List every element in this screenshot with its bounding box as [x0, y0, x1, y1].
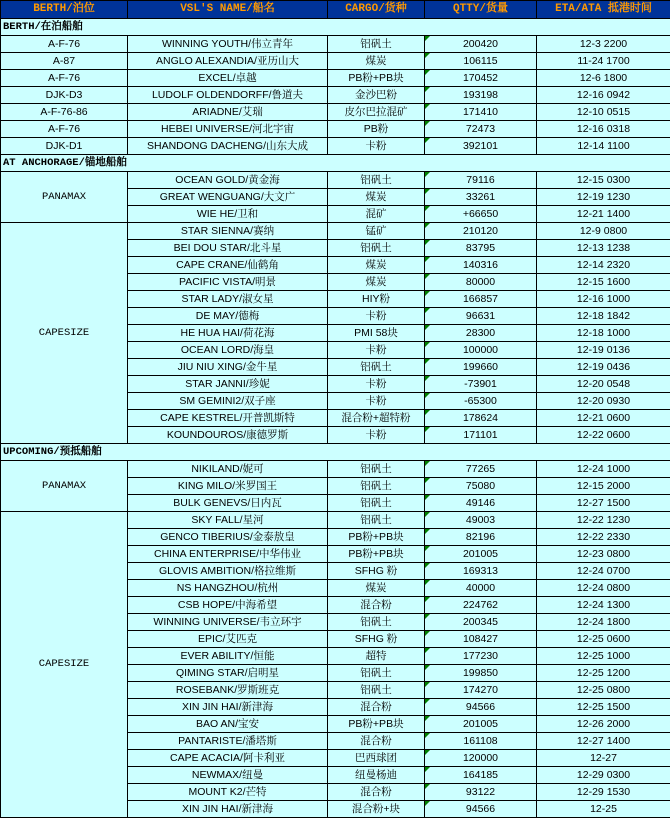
quantity-cell: +66650	[425, 206, 537, 223]
cargo-cell: 铝矾土	[328, 665, 425, 682]
quantity-cell: 210120	[425, 223, 537, 240]
vessel-name-cell: EXCEL/卓越	[128, 70, 328, 87]
cargo-cell: 金沙巴粉	[328, 87, 425, 104]
cargo-cell: 铝矾土	[328, 512, 425, 529]
cargo-cell: 混合粉+超特粉	[328, 410, 425, 427]
cargo-cell: 煤炭	[328, 580, 425, 597]
vessel-name-cell: GLOVIS AMBITION/格拉维斯	[128, 563, 328, 580]
cargo-cell: PB粉	[328, 121, 425, 138]
eta-cell: 12-24 0700	[537, 563, 670, 580]
quantity-cell: 79116	[425, 172, 537, 189]
quantity-cell: 178624	[425, 410, 537, 427]
quantity-cell: 200420	[425, 36, 537, 53]
quantity-cell: 199850	[425, 665, 537, 682]
vessel-name-cell: HE HUA HAI/荷花海	[128, 325, 328, 342]
quantity-cell: 169313	[425, 563, 537, 580]
vessel-name-cell: STAR JANNI/珍妮	[128, 376, 328, 393]
eta-cell: 12-20 0930	[537, 393, 670, 410]
vessel-name-cell: CAPE CRANE/仙鹤角	[128, 257, 328, 274]
eta-cell: 12-14 2320	[537, 257, 670, 274]
section-berth	[1, 19, 670, 36]
table-row	[1, 223, 670, 240]
vessel-name-cell: QIMING STAR/启明星	[128, 665, 328, 682]
cargo-cell: 铝矾土	[328, 614, 425, 631]
eta-cell: 12-25 0800	[537, 682, 670, 699]
eta-cell: 12-25 1500	[537, 699, 670, 716]
table-body	[1, 1, 670, 818]
vessel-class-cell: PANAMAX	[1, 172, 128, 223]
berth-cell: A-F-76	[1, 70, 128, 87]
cargo-cell: HIY粉	[328, 291, 425, 308]
cargo-cell: 卡粉	[328, 342, 425, 359]
eta-cell: 12-19 0136	[537, 342, 670, 359]
eta-cell: 12-22 0600	[537, 427, 670, 444]
eta-cell: 12-15 0300	[537, 172, 670, 189]
vessel-name-cell: GREAT WENGUANG/大文广	[128, 189, 328, 206]
table-row	[1, 461, 670, 478]
cargo-cell: 混矿	[328, 206, 425, 223]
vessel-name-cell: CSB HOPE/中海希望	[128, 597, 328, 614]
eta-cell: 12-19 1230	[537, 189, 670, 206]
cargo-cell: PMI 58块	[328, 325, 425, 342]
section-title: AT ANCHORAGE/锚地船舶	[1, 155, 670, 172]
cargo-cell: 卡粉	[328, 427, 425, 444]
cargo-cell: 纽曼杨迪	[328, 767, 425, 784]
cargo-cell: PB粉+PB块	[328, 70, 425, 87]
quantity-cell: 49146	[425, 495, 537, 512]
cargo-cell: 铝矾土	[328, 172, 425, 189]
eta-cell: 12-25 1200	[537, 665, 670, 682]
eta-cell: 12-26 2000	[537, 716, 670, 733]
vessel-name-cell: ARIADNE/艾瑞	[128, 104, 328, 121]
quantity-cell: 108427	[425, 631, 537, 648]
cargo-cell: 超特	[328, 648, 425, 665]
cargo-cell: PB粉+PB块	[328, 529, 425, 546]
section-title: BERTH/在泊船舶	[1, 19, 670, 36]
vessel-name-cell: PANTARISTE/潘塔斯	[128, 733, 328, 750]
vessel-name-cell: WINNING YOUTH/伟立青年	[128, 36, 328, 53]
vessel-name-cell: STAR LADY/淑女星	[128, 291, 328, 308]
cargo-cell: 卡粉	[328, 308, 425, 325]
eta-cell: 12-14 1100	[537, 138, 670, 155]
vessel-name-cell: WIE HE/卫和	[128, 206, 328, 223]
table-row	[1, 104, 670, 121]
vessel-name-cell: SKY FALL/星河	[128, 512, 328, 529]
quantity-cell: 224762	[425, 597, 537, 614]
eta-cell: 12-18 1842	[537, 308, 670, 325]
quantity-cell: 170452	[425, 70, 537, 87]
eta-cell: 12-25 1000	[537, 648, 670, 665]
quantity-cell: 140316	[425, 257, 537, 274]
eta-cell: 12-21 0600	[537, 410, 670, 427]
cargo-cell: 混合粉	[328, 597, 425, 614]
quantity-cell: 120000	[425, 750, 537, 767]
quantity-cell: -73901	[425, 376, 537, 393]
cargo-cell: 煤炭	[328, 257, 425, 274]
quantity-cell: 49003	[425, 512, 537, 529]
quantity-cell: -65300	[425, 393, 537, 410]
section-anchorage	[1, 155, 670, 172]
eta-cell: 12-24 1300	[537, 597, 670, 614]
eta-cell: 12-24 1800	[537, 614, 670, 631]
cargo-cell: 铝矾土	[328, 240, 425, 257]
table-row	[1, 87, 670, 104]
cargo-cell: 巴西球团	[328, 750, 425, 767]
eta-cell: 12-27 1400	[537, 733, 670, 750]
cargo-cell: 卡粉	[328, 376, 425, 393]
quantity-cell: 106115	[425, 53, 537, 70]
vessel-name-cell: NIKILAND/妮可	[128, 461, 328, 478]
eta-cell: 12-15 2000	[537, 478, 670, 495]
quantity-cell: 171410	[425, 104, 537, 121]
cargo-cell: SFHG 粉	[328, 563, 425, 580]
berth-cell: A-F-76-86	[1, 104, 128, 121]
vessel-class-cell: CAPESIZE	[1, 512, 128, 818]
vessel-name-cell: STAR SIENNA/赛纳	[128, 223, 328, 240]
cargo-cell: 混合粉	[328, 733, 425, 750]
eta-cell: 12-16 1000	[537, 291, 670, 308]
eta-cell: 12-25 0600	[537, 631, 670, 648]
berth-cell: A-87	[1, 53, 128, 70]
header-row	[1, 1, 670, 19]
quantity-cell: 94566	[425, 699, 537, 716]
eta-cell: 12-29 0300	[537, 767, 670, 784]
eta-cell: 12-13 1238	[537, 240, 670, 257]
eta-cell: 12-22 2330	[537, 529, 670, 546]
column-header: BERTH/泊位	[1, 1, 128, 19]
vessel-name-cell: BEI DOU STAR/北斗星	[128, 240, 328, 257]
eta-cell: 12-19 0436	[537, 359, 670, 376]
eta-cell: 12-16 0318	[537, 121, 670, 138]
eta-cell: 12-24 1000	[537, 461, 670, 478]
berth-cell: A-F-76	[1, 121, 128, 138]
cargo-cell: SFHG 粉	[328, 631, 425, 648]
cargo-cell: 卡粉	[328, 393, 425, 410]
cargo-cell: 铝矾土	[328, 682, 425, 699]
table-row	[1, 138, 670, 155]
eta-cell: 12-27	[537, 750, 670, 767]
vessel-name-cell: KOUNDOUROS/康德罗斯	[128, 427, 328, 444]
quantity-cell: 80000	[425, 274, 537, 291]
quantity-cell: 75080	[425, 478, 537, 495]
vessel-name-cell: WINNING UNIVERSE/韦立环宇	[128, 614, 328, 631]
vessel-name-cell: PACIFIC VISTA/明景	[128, 274, 328, 291]
vessel-name-cell: LUDOLF OLDENDORFF/鲁道夫	[128, 87, 328, 104]
cargo-cell: 铝矾土	[328, 461, 425, 478]
vessel-name-cell: GENCO TIBERIUS/金泰敖皇	[128, 529, 328, 546]
eta-cell: 12-27 1500	[537, 495, 670, 512]
quantity-cell: 83795	[425, 240, 537, 257]
vessel-name-cell: DE MAY/德梅	[128, 308, 328, 325]
eta-cell: 12-16 0942	[537, 87, 670, 104]
table-row	[1, 512, 670, 529]
table-row	[1, 172, 670, 189]
table-row	[1, 36, 670, 53]
quantity-cell: 200345	[425, 614, 537, 631]
eta-cell: 12-18 1000	[537, 325, 670, 342]
cargo-cell: PB粉+PB块	[328, 716, 425, 733]
quantity-cell: 166857	[425, 291, 537, 308]
table-row	[1, 121, 670, 138]
berth-cell: DJK-D1	[1, 138, 128, 155]
cargo-cell: 混合粉+块	[328, 801, 425, 818]
eta-cell: 12-25	[537, 801, 670, 818]
eta-cell: 12-15 1600	[537, 274, 670, 291]
column-header: QTTY/货量	[425, 1, 537, 19]
quantity-cell: 100000	[425, 342, 537, 359]
cargo-cell: 铝矾土	[328, 359, 425, 376]
vessel-name-cell: BAO AN/宝安	[128, 716, 328, 733]
vessel-name-cell: XIN JIN HAI/新津海	[128, 801, 328, 818]
vessel-name-cell: NS HANGZHOU/杭州	[128, 580, 328, 597]
quantity-cell: 199660	[425, 359, 537, 376]
quantity-cell: 177230	[425, 648, 537, 665]
cargo-cell: 混合粉	[328, 699, 425, 716]
cargo-cell: 煤炭	[328, 274, 425, 291]
vessel-name-cell: CHINA ENTERPRISE/中华伟业	[128, 546, 328, 563]
eta-cell: 11-24 1700	[537, 53, 670, 70]
vessel-class-cell: CAPESIZE	[1, 223, 128, 444]
section-title: UPCOMING/预抵船舶	[1, 444, 670, 461]
quantity-cell: 72473	[425, 121, 537, 138]
vessel-name-cell: EVER ABILITY/恒能	[128, 648, 328, 665]
quantity-cell: 93122	[425, 784, 537, 801]
cargo-cell: 皮尔巴拉混矿	[328, 104, 425, 121]
table-row	[1, 70, 670, 87]
table-row	[1, 53, 670, 70]
quantity-cell: 33261	[425, 189, 537, 206]
vessel-name-cell: KING MILO/米罗国王	[128, 478, 328, 495]
vessel-name-cell: OCEAN LORD/海皇	[128, 342, 328, 359]
column-header: CARGO/货种	[328, 1, 425, 19]
vessel-name-cell: CAPE KESTREL/开普凯斯特	[128, 410, 328, 427]
eta-cell: 12-6 1800	[537, 70, 670, 87]
quantity-cell: 161108	[425, 733, 537, 750]
eta-cell: 12-20 0548	[537, 376, 670, 393]
vessel-name-cell: NEWMAX/纽曼	[128, 767, 328, 784]
column-header: VSL'S NAME/船名	[128, 1, 328, 19]
cargo-cell: 卡粉	[328, 138, 425, 155]
vessel-name-cell: EPIC/艾匹克	[128, 631, 328, 648]
quantity-cell: 77265	[425, 461, 537, 478]
vessel-name-cell: HEBEI UNIVERSE/河北宇宙	[128, 121, 328, 138]
vessel-name-cell: CAPE ACACIA/阿卡利亚	[128, 750, 328, 767]
section-upcoming	[1, 444, 670, 461]
vessel-name-cell: OCEAN GOLD/黄金海	[128, 172, 328, 189]
quantity-cell: 164185	[425, 767, 537, 784]
vessel-class-cell: PANAMAX	[1, 461, 128, 512]
quantity-cell: 40000	[425, 580, 537, 597]
eta-cell: 12-21 1400	[537, 206, 670, 223]
eta-cell: 12-22 1230	[537, 512, 670, 529]
quantity-cell: 82196	[425, 529, 537, 546]
berth-cell: DJK-D3	[1, 87, 128, 104]
cargo-cell: 铝矾土	[328, 36, 425, 53]
cargo-cell: 混合粉	[328, 784, 425, 801]
quantity-cell: 171101	[425, 427, 537, 444]
vessel-name-cell: ROSEBANK/罗斯班克	[128, 682, 328, 699]
quantity-cell: 94566	[425, 801, 537, 818]
quantity-cell: 174270	[425, 682, 537, 699]
eta-cell: 12-29 1530	[537, 784, 670, 801]
berth-cell: A-F-76	[1, 36, 128, 53]
quantity-cell: 96631	[425, 308, 537, 325]
eta-cell: 12-23 0800	[537, 546, 670, 563]
vessel-name-cell: ANGLO ALEXANDIA/亚历山大	[128, 53, 328, 70]
column-header: ETA/ATA 抵港时间	[537, 1, 670, 19]
eta-cell: 12-24 0800	[537, 580, 670, 597]
vessel-name-cell: JIU NIU XING/金牛星	[128, 359, 328, 376]
eta-cell: 12-9 0800	[537, 223, 670, 240]
quantity-cell: 201005	[425, 716, 537, 733]
quantity-cell: 392101	[425, 138, 537, 155]
vessel-name-cell: SM GEMINI2/双子座	[128, 393, 328, 410]
cargo-cell: 锰矿	[328, 223, 425, 240]
vessel-name-cell: XIN JIN HAI/新津海	[128, 699, 328, 716]
quantity-cell: 201005	[425, 546, 537, 563]
eta-cell: 12-10 0515	[537, 104, 670, 121]
cargo-cell: PB粉+PB块	[328, 546, 425, 563]
quantity-cell: 193198	[425, 87, 537, 104]
vessel-name-cell: SHANDONG DACHENG/山东大成	[128, 138, 328, 155]
cargo-cell: 铝矾土	[328, 495, 425, 512]
quantity-cell: 28300	[425, 325, 537, 342]
cargo-cell: 铝矾土	[328, 478, 425, 495]
eta-cell: 12-3 2200	[537, 36, 670, 53]
vessel-name-cell: BULK GENEVS/日内瓦	[128, 495, 328, 512]
cargo-cell: 煤炭	[328, 189, 425, 206]
cargo-cell: 煤炭	[328, 53, 425, 70]
vessel-name-cell: MOUNT K2/芒特	[128, 784, 328, 801]
